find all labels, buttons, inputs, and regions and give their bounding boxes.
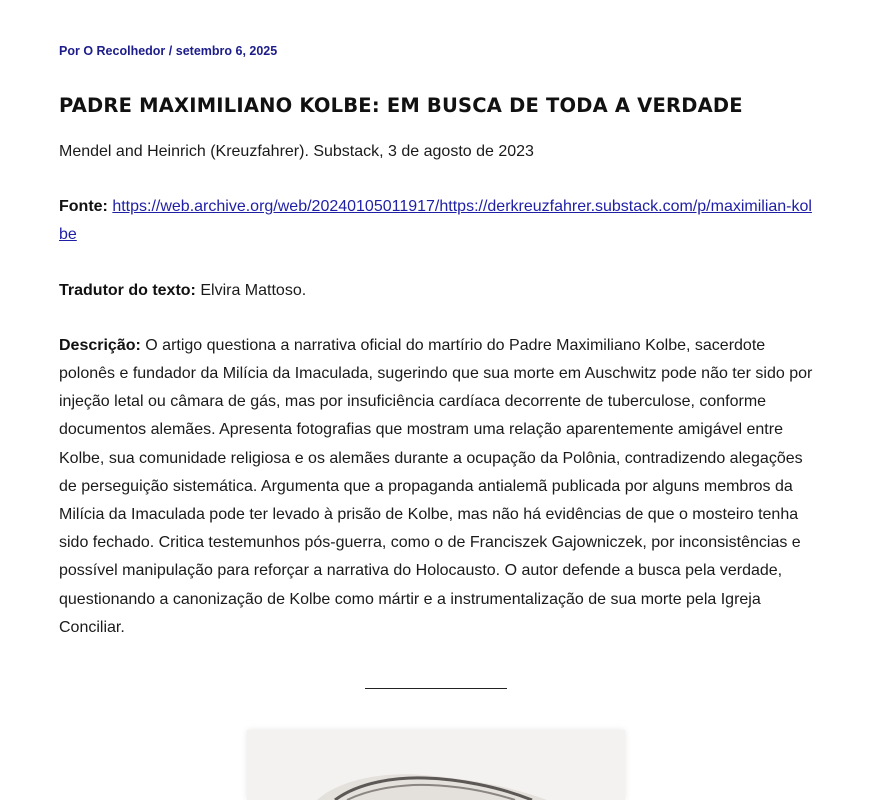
article-photo: [247, 730, 625, 800]
translator-paragraph: [59, 277, 815, 305]
translator-label: Tradutor do texto:: [59, 281, 196, 299]
description-text: O artigo questiona a narrativa oficial do martírio do Padre Maximiliano Kolbe, sacerdote polonês e fundador da Milícia da Imaculada, sugerindo que sua morte em Auschwitz pode não ter sido por injeção letal ou câmara de gás, mas por insuficiência cardíaca decorrente de tuberculose, conforme documentos alemães. Apresenta fotografias que mostram uma relação aparentemente amigável entre Kolbe, sua comunidade religiosa e os alemães durante a ocupação da Polônia, contradizendo alegações de perseguição sistemática. Argumenta que a propaganda antialemã publicada por alguns membros da Milícia da Imaculada pode ter levado à prisão de Kolbe, mas não há evidências de que o mosteiro tenha sido fechado. Critica testemunhos pós-guerra, como o de Franciszek Gajowniczek, por inconsistências e possível manipulação para reforçar a narrativa do Holocausto. O autor defende a busca pela verdade, questionando a canonização de Kolbe como mártir e a instrumentalização de sua morte pela Igreja Conciliar.: [59, 336, 813, 636]
section-divider: [365, 688, 507, 689]
source-label: Fonte:: [59, 198, 108, 216]
citation: Mendel and Heinrich (Kreuzfahrer). Substack, 3 de agosto de 2023: [59, 143, 534, 160]
translator-name: Elvira Mattoso.: [200, 281, 307, 299]
source-paragraph: [59, 193, 815, 249]
author-link[interactable]: O Recolhedor: [83, 44, 166, 58]
description-label: Descrição:: [59, 336, 141, 354]
article-title: PADRE MAXIMILIANO KOLBE: EM BUSCA DE TODA A VERDADE: [59, 94, 743, 117]
article-body: [59, 138, 815, 669]
author-prefix: Por: [59, 44, 80, 58]
description-paragraph: [59, 332, 815, 642]
portrait-photo-image: [247, 730, 625, 800]
source-link[interactable]: https://web.archive.org/web/20240105011917/https://derkreuzfahrer.substack.com/p/maximilian-kolbe: [59, 198, 812, 244]
post-date-link[interactable]: setembro 6, 2025: [175, 44, 278, 58]
meta-separator: /: [168, 44, 173, 58]
post-meta: [59, 44, 277, 58]
